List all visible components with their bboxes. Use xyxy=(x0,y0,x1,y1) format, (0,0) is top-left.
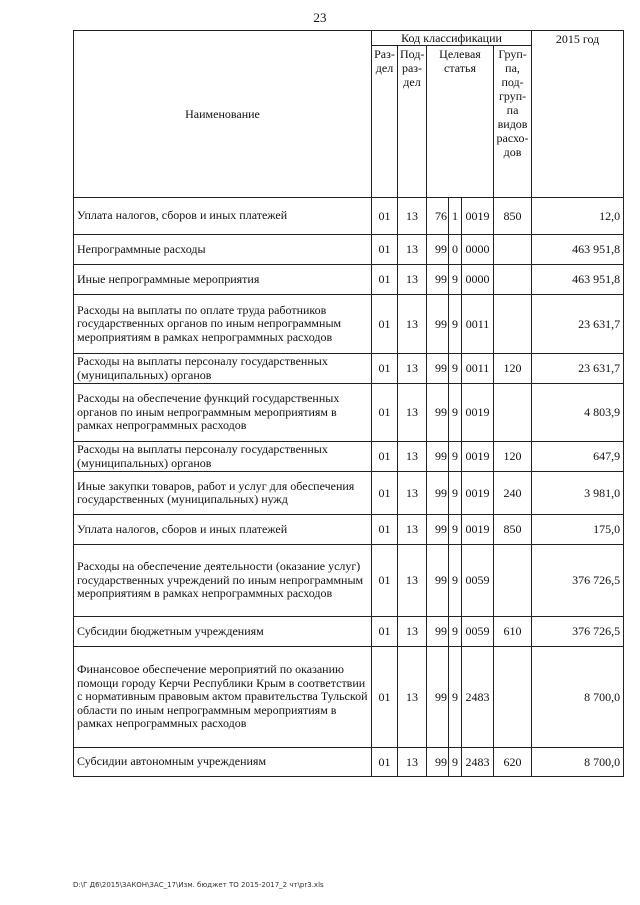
cell-target-program: 99 xyxy=(427,472,449,515)
cell-section: 01 xyxy=(372,295,398,354)
header-expense-group: Груп- па, под- груп- па видов расхо- дов xyxy=(494,46,532,198)
cell-target-subprogram: 9 xyxy=(449,354,462,384)
cell-amount: 8 700,0 xyxy=(532,748,624,777)
cell-target-program: 99 xyxy=(427,515,449,545)
cell-section: 01 xyxy=(372,748,398,777)
table-row xyxy=(74,354,624,384)
cell-section: 01 xyxy=(372,647,398,748)
cell-expense-group: 850 xyxy=(494,515,532,545)
cell-name: Уплата налогов, сборов и иных платежей xyxy=(74,198,372,235)
cell-target-direction: 0019 xyxy=(462,384,494,442)
cell-amount: 23 631,7 xyxy=(532,354,624,384)
cell-target-program: 99 xyxy=(427,354,449,384)
cell-target-program: 99 xyxy=(427,235,449,265)
cell-target-subprogram: 9 xyxy=(449,545,462,617)
cell-expense-group xyxy=(494,235,532,265)
header-year: 2015 год xyxy=(532,31,624,198)
cell-target-direction: 0059 xyxy=(462,617,494,647)
cell-section: 01 xyxy=(372,198,398,235)
header-name: Наименование xyxy=(74,31,372,198)
header-section: Раз- дел xyxy=(372,46,398,198)
table-body xyxy=(74,198,624,777)
cell-target-subprogram: 9 xyxy=(449,265,462,295)
cell-target-direction: 0019 xyxy=(462,515,494,545)
cell-target-direction: 2483 xyxy=(462,647,494,748)
page-number: 23 xyxy=(313,10,327,25)
cell-amount: 175,0 xyxy=(532,515,624,545)
cell-name: Расходы на выплаты по оплате труда работников государственных органов по иным непрограммным мероприятиям в рамках непрограммных расходов xyxy=(74,295,372,354)
cell-subsection: 13 xyxy=(398,384,427,442)
cell-name: Иные закупки товаров, работ и услуг для обеспечения государственных (муниципальных) нужд xyxy=(74,472,372,515)
cell-expense-group xyxy=(494,295,532,354)
table-row xyxy=(74,384,624,442)
cell-subsection: 13 xyxy=(398,515,427,545)
cell-expense-group: 850 xyxy=(494,198,532,235)
cell-amount: 3 981,0 xyxy=(532,472,624,515)
cell-name: Непрограммные расходы xyxy=(74,235,372,265)
cell-name: Расходы на обеспечение функций государственных органов по иным непрограммным мероприятиям в рамках непрограммных расходов xyxy=(74,384,372,442)
header-classification-code: Код классификации xyxy=(372,31,532,46)
cell-amount: 4 803,9 xyxy=(532,384,624,442)
cell-target-program: 99 xyxy=(427,265,449,295)
cell-subsection: 13 xyxy=(398,748,427,777)
cell-target-subprogram: 9 xyxy=(449,472,462,515)
cell-target-program: 99 xyxy=(427,545,449,617)
cell-expense-group xyxy=(494,545,532,617)
header-target-article: Целевая статья xyxy=(427,46,494,198)
cell-section: 01 xyxy=(372,442,398,472)
cell-subsection: 13 xyxy=(398,235,427,265)
cell-name: Иные непрограммные мероприятия xyxy=(74,265,372,295)
table-row xyxy=(74,748,624,777)
table-row xyxy=(74,265,624,295)
cell-target-subprogram: 1 xyxy=(449,198,462,235)
cell-target-direction: 0019 xyxy=(462,442,494,472)
cell-name: Расходы на выплаты персоналу государственных (муниципальных) органов xyxy=(74,442,372,472)
budget-table xyxy=(73,30,624,777)
cell-name: Расходы на выплаты персоналу государственных (муниципальных) органов xyxy=(74,354,372,384)
table-row xyxy=(74,198,624,235)
cell-target-program: 99 xyxy=(427,647,449,748)
cell-name: Субсидии бюджетным учреждениям xyxy=(74,617,372,647)
cell-name: Расходы на обеспечение деятельности (оказание услуг) государственных учреждений по иным непрограммным мероприятиям в рамках непрограммных расходов xyxy=(74,545,372,617)
table-row xyxy=(74,472,624,515)
cell-expense-group xyxy=(494,647,532,748)
cell-target-subprogram: 9 xyxy=(449,442,462,472)
cell-target-direction: 0019 xyxy=(462,198,494,235)
cell-expense-group: 240 xyxy=(494,472,532,515)
cell-section: 01 xyxy=(372,472,398,515)
cell-expense-group xyxy=(494,384,532,442)
cell-subsection: 13 xyxy=(398,617,427,647)
table-row xyxy=(74,515,624,545)
table-row xyxy=(74,295,624,354)
cell-name: Финансовое обеспечение мероприятий по оказанию помощи городу Керчи Республики Крым в соответствии с нормативным правовым актом правительства Тульской области по иным непрограммным мероприятиям в рамках непрограммных расходов xyxy=(74,647,372,748)
cell-target-direction: 0019 xyxy=(462,472,494,515)
cell-amount: 647,9 xyxy=(532,442,624,472)
cell-section: 01 xyxy=(372,265,398,295)
cell-amount: 463 951,8 xyxy=(532,265,624,295)
cell-amount: 463 951,8 xyxy=(532,235,624,265)
cell-subsection: 13 xyxy=(398,265,427,295)
cell-amount: 23 631,7 xyxy=(532,295,624,354)
cell-target-program: 99 xyxy=(427,442,449,472)
cell-subsection: 13 xyxy=(398,545,427,617)
cell-section: 01 xyxy=(372,354,398,384)
cell-section: 01 xyxy=(372,235,398,265)
cell-target-subprogram: 9 xyxy=(449,748,462,777)
table-row xyxy=(74,617,624,647)
cell-expense-group: 620 xyxy=(494,748,532,777)
cell-amount: 8 700,0 xyxy=(532,647,624,748)
cell-target-program: 99 xyxy=(427,617,449,647)
cell-expense-group: 120 xyxy=(494,354,532,384)
cell-target-direction: 0011 xyxy=(462,295,494,354)
cell-target-direction: 2483 xyxy=(462,748,494,777)
cell-amount: 376 726,5 xyxy=(532,545,624,617)
cell-subsection: 13 xyxy=(398,647,427,748)
cell-target-subprogram: 9 xyxy=(449,295,462,354)
cell-target-program: 99 xyxy=(427,748,449,777)
cell-expense-group: 120 xyxy=(494,442,532,472)
cell-section: 01 xyxy=(372,617,398,647)
table-row xyxy=(74,647,624,748)
cell-section: 01 xyxy=(372,515,398,545)
table-row xyxy=(74,235,624,265)
cell-target-program: 99 xyxy=(427,295,449,354)
cell-name: Уплата налогов, сборов и иных платежей xyxy=(74,515,372,545)
table-row xyxy=(74,545,624,617)
cell-expense-group: 610 xyxy=(494,617,532,647)
footer-file-path: D:\Г Д6\2015\ЗАКОН\ЗАС_17\Изм. бюджет ТО 2015-2017_2 чт\pr3.xls xyxy=(73,881,324,889)
header-subsection: Под- раз- дел xyxy=(398,46,427,198)
cell-subsection: 13 xyxy=(398,295,427,354)
cell-target-subprogram: 9 xyxy=(449,384,462,442)
cell-name: Субсидии автономным учреждениям xyxy=(74,748,372,777)
cell-subsection: 13 xyxy=(398,354,427,384)
cell-subsection: 13 xyxy=(398,472,427,515)
cell-section: 01 xyxy=(372,545,398,617)
cell-target-direction: 0000 xyxy=(462,235,494,265)
cell-target-direction: 0059 xyxy=(462,545,494,617)
cell-target-subprogram: 9 xyxy=(449,515,462,545)
cell-amount: 376 726,5 xyxy=(532,617,624,647)
cell-subsection: 13 xyxy=(398,198,427,235)
cell-target-subprogram: 9 xyxy=(449,647,462,748)
cell-target-direction: 0011 xyxy=(462,354,494,384)
cell-target-subprogram: 9 xyxy=(449,617,462,647)
cell-amount: 12,0 xyxy=(532,198,624,235)
cell-expense-group xyxy=(494,265,532,295)
cell-target-direction: 0000 xyxy=(462,265,494,295)
cell-target-program: 99 xyxy=(427,384,449,442)
cell-subsection: 13 xyxy=(398,442,427,472)
cell-section: 01 xyxy=(372,384,398,442)
table-row xyxy=(74,442,624,472)
cell-target-subprogram: 0 xyxy=(449,235,462,265)
cell-target-program: 76 xyxy=(427,198,449,235)
